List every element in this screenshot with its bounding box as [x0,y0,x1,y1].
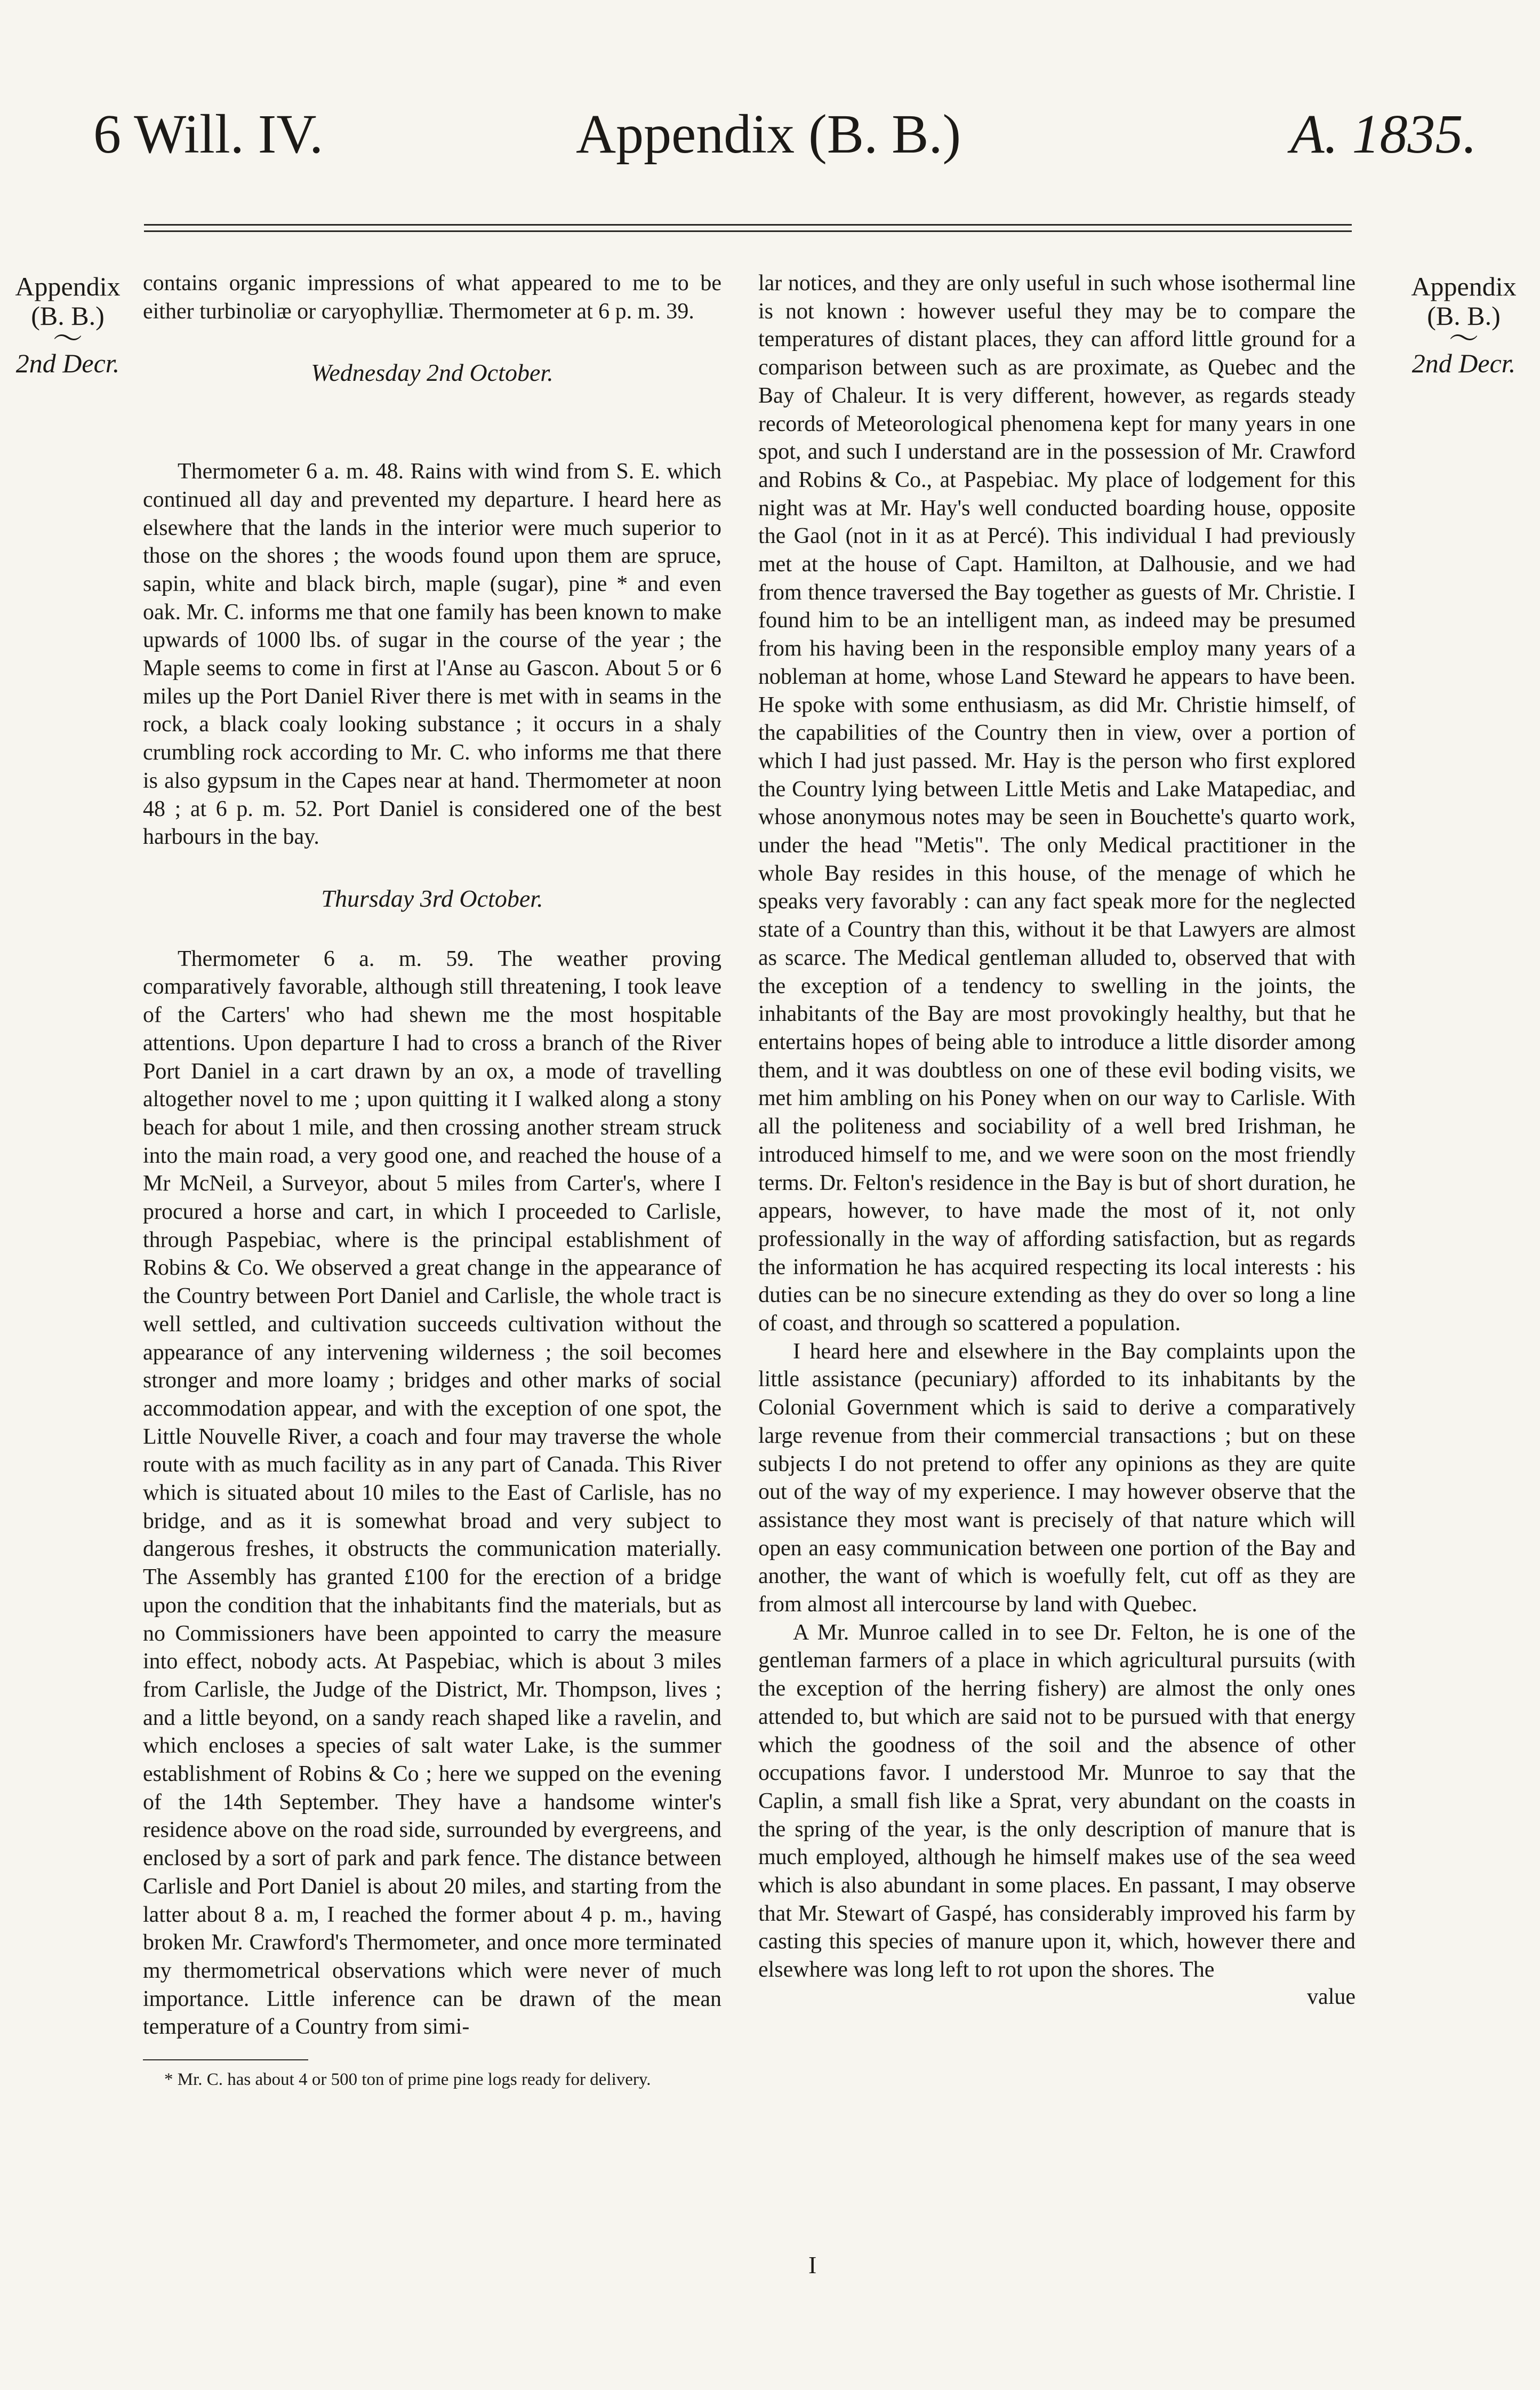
paragraph: A Mr. Munroe called in to see Dr. Felton, he is one of the gentleman farmers of a place in which agricultural pursuits (with the exception of the herring fishery) are almost the only ones attended to, but which are said not to be pursued with that energy which the goodness of the soil and the absence of other occupations favor. I understood Mr. Munroe to say that the Caplin, a small fish like a Sprat, very abundant on the coasts in the spring of the year, is the only description of manure that is much employed, although he himself makes use of the sea weed which is also abundant in some places. En passant, I may observe that Mr. Stewart of Gaspé, has considerably improved his farm by casting this species of manure upon it, which, however there and elsewhere was long left to rot upon the shores. The [758,1620,1355,1983]
paragraph: contains organic impressions of what appeared to me to be either turbinoliæ or caryophylliæ. Thermometer at 6 p. m. 39. [143,271,721,324]
signature-mark: I [808,2251,817,2279]
footnote: * Mr. C. has about 4 or 500 ton of prime pine logs ready for delivery. [164,2070,651,2090]
spacer [143,419,721,458]
paragraph: I heard here and elsewhere in the Bay complaints upon the little assistance (pecuniary) afforded to its inhabitants by the Colonial Government which is said to derive a comparatively large revenue from their commercial transactions ; but on these subjects I do not pretend to offer any opinions as they are quite out of the way of my experience. I may however observe that the assistance they most want is precisely of that nature which will open an easy communication between one portion of the Bay and another, the want of which is woefully felt, cut off as they are from almost all intercourse by land with Quebec. [758,1339,1355,1617]
margin-note-right [1397,272,1530,378]
left-column [143,269,721,2091]
paragraph: Thermometer 6 a. m. 48. Rains with wind from S. E. which continued all day and prevented my departure. I heard here as elsewhere that the lands in the interior were much superior to those on the shores ; the woods found upon them are spruce, sapin, white and black birch, maple (sugar), pine * and even oak. Mr. C. informs me that one family has been known to make upwards of 1000 lbs. of sugar in the course of the year ; the Maple seems to come in first at l'Anse au Gascon. About 5 or 6 miles up the Port Daniel River there is met with in seams in the rock, a black coaly looking substance ; it occurs in a shaly crumbling rock according to Mr. C. who informs me that there is also gypsum in the Capes near at hand. Thermometer at noon 48 ; at 6 p. m. 52. Port Daniel is considered one of the best harbours in the bay. [143,459,721,850]
header-rule-top [144,224,1352,226]
margin-code: (B. B.) [31,301,105,331]
section-heading: Wednesday 2nd October. [311,359,554,387]
catchword: value [1307,1984,1355,2009]
right-column [758,269,1355,2011]
tilde-ornament-icon: 〜 [1449,323,1479,356]
paragraph: lar notices, and they are only useful in such whose isothermal line is not known : however useful they may be to compare the temperatures of distant places, they can afford little ground for a comparison between such as are proximate, as Quebec and the Bay of Chaleur. It is very different, however, as regards steady records of Meteorological phenomena kept for many years in one spot, and such I understand are in the possession of Mr. Crawford and Robins & Co., at Paspebiac. My place of lodgement for this night was at Mr. Hay's well conducted boarding house, opposite the Gaol (not in it as at Percé). This individual I had previously met at the house of Capt. Hamilton, at Dalhousie, and we had from thence traversed the Bay together as guests of Mr. Christie. I found him to be an intelligent man, as indeed may be presumed from his having been in the responsible employ many years of a nobleman at home, whose Land Steward he appears to have been. He spoke with some enthusiasm, as did Mr. Christie himself, of the capabilities of the Country then in view, over a portion of which I had just passed. Mr. Hay is the person who first explored the Country lying between Little Metis and Lake Matapediac, and whose anonymous notes may be seen in Bouchette's quarto work, under the head "Metis". The only Medical practitioner in the whole Bay resides in this house, of the menage of which he speaks very favorably : can any fact speak more for the neglected state of a Country than this, without it be that Lawyers are almost as scarce. The Medical gentleman alluded to, observed that with the exception of a tendency to swelling in the joints, the inhabitants of the Bay are most provokingly healthy, but that he entertains hopes of being able to introduce a little disorder among them, and it was doubtless on one of these evil boding visits, we met him ambling on his Poney when on our way to Carlisle. With all the politeness and sociability of a well bred Irishman, he introduced himself to me, and we were soon on the most friendly terms. Dr. Felton's residence in the Bay is but of short duration, he appears, however, to have made the most of it, not only professionally in the way of affording satisfaction, but as regards the information he has acquired respecting its local interests : his duties can be no sinecure extending as they do over so long a line of coast, and through so scattered a population. [758,271,1355,1336]
margin-code: (B. B.) [1427,301,1501,331]
margin-label: Appendix [1411,271,1517,301]
margin-label: Appendix [15,271,121,301]
section-heading: Thursday 3rd October. [321,884,543,912]
header-rule-bottom [144,230,1352,232]
margin-date: 2nd Decr. [15,348,120,378]
paragraph: Thermometer 6 a. m. 59. The weather proving comparatively favorable, although still threatening, I took leave of the Carters' who had shewn me the most hospitable attentions. Upon departure I had to cross a branch of the River Port Daniel in a cart drawn by an ox, a mode of travelling altogether novel to me ; upon quitting it I walked along a stony beach for about 1 mile, and then crossing another stream struck into the main road, a very good one, and reached the house of a Mr McNeil, a Surveyor, about 5 miles from Carter's, where I procured a horse and cart, in which I proceeded to Carlisle, through Paspebiac, where is the principal establishment of Robins & Co. We observed a great change in the appearance of the Country between Port Daniel and Carlisle, the whole tract is well settled, and cultivation succeeds cultivation without the appearance of any intervening wilderness ; the soil becomes stronger and more loamy ; bridges and other marks of social accommodation appear, and with the exception of one spot, the Little Nouvelle River, a coach and four may traverse the whole route with as much facility as in any part of Canada. This River which is situated about 10 miles to the East of Carlisle, has no bridge, and as it is somewhat broad and very subject to dangerous freshes, it obstructs the communication materially. The Assembly has granted £100 for the erection of a bridge upon the condition that the inhabitants find the materials, but as no Commissioners have been appointed to carry the measure into effect, nobody acts. At Paspebiac, which is about 3 miles from Carlisle, the Judge of the District, Mr. Thompson, lives ; and a little beyond, on a sandy reach shaped like a ravelin, and which encloses a species of salt water Lake, is the summer establishment of Robins & Co ; here we supped on the evening of the 14th September. They have a handsome winter's residence above on the road side, surrounded by evergreens, and enclosed by a sort of park and park fence. The distance between Carlisle and Port Daniel is about 20 miles, and starting from the latter about 8 a. m, I reached the former about 4 p. m., having broken Mr. Crawford's Thermometer, and once more terminated my thermometrical observations which were never of much importance. Little inference can be drawn of the mean temperature of a Country from simi- [143,946,721,2040]
margin-note-left [1,272,134,378]
header-year: A. 1835. [1290,103,1477,165]
footnote-rule [143,2059,308,2060]
header-appendix-title: Appendix (B. B.) [576,103,961,165]
header-regnal-year: 6 Will. IV. [93,103,324,165]
tilde-ornament-icon: 〜 [53,323,83,356]
margin-date: 2nd Decr. [1411,348,1516,378]
